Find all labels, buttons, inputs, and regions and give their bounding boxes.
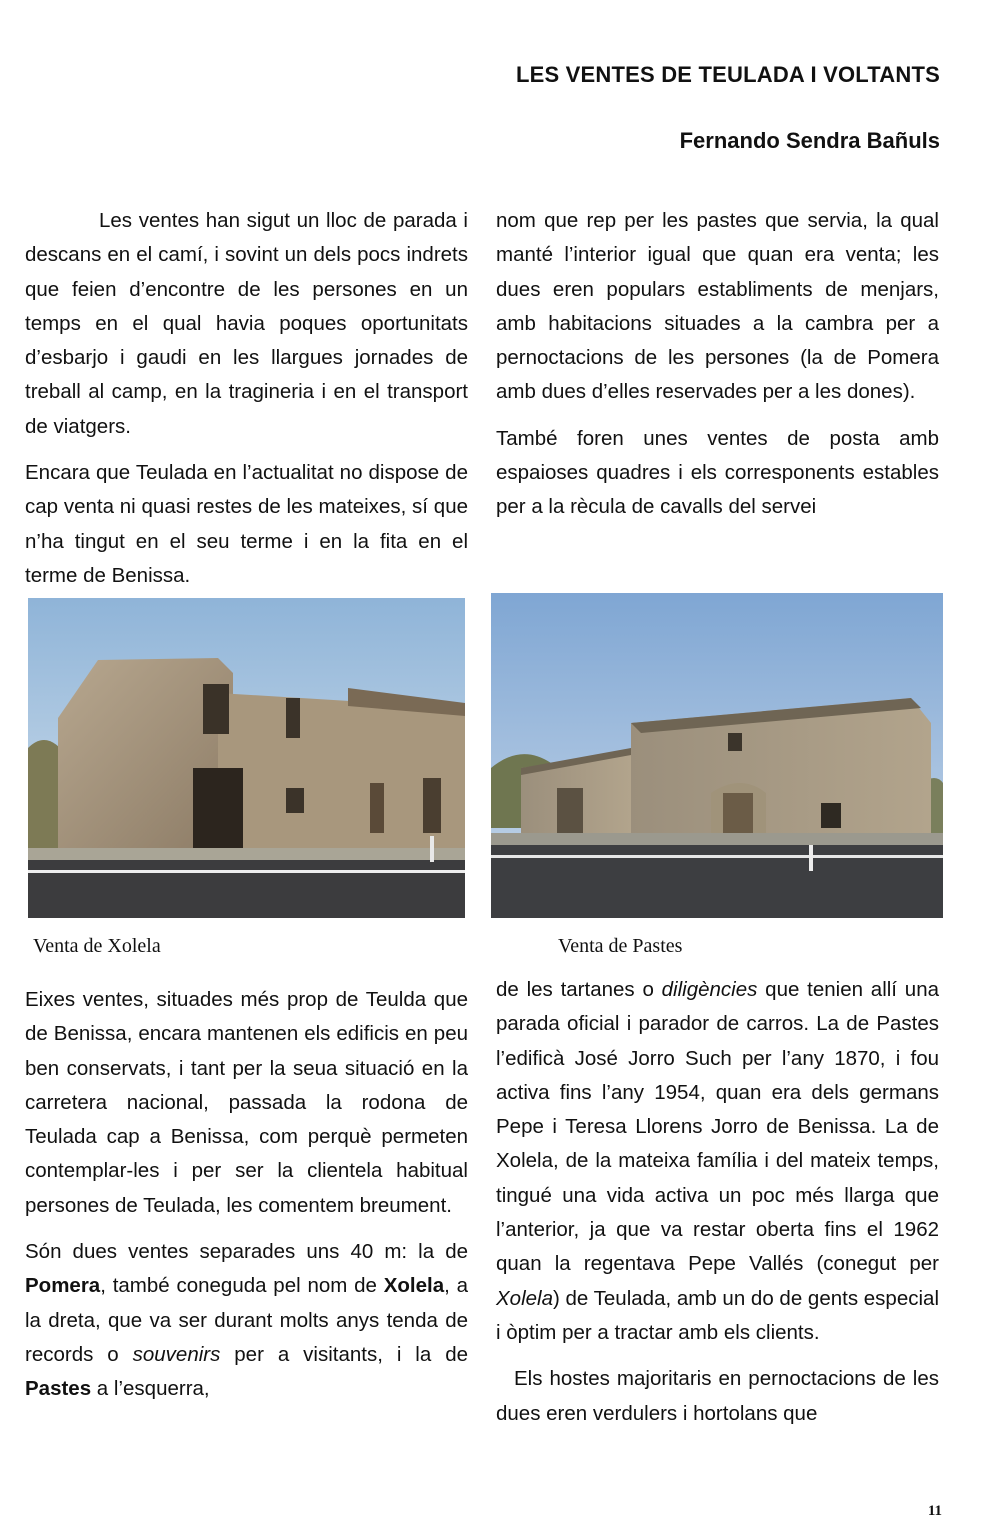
article-author: Fernando Sendra Bañuls [679,128,940,153]
paragraph-teulada: Encara que Teulada en l’actualitat no dispose de cap venta ni quasi restes de les mateixes, sí que n’ha tingut en el seu terme i en la fita en el terme de Benissa. [25,461,468,587]
article-title: LES VENTES DE TEULADA I VOLTANTS [515,62,940,87]
text-run: ) de Teulada, amb un do de gents especial i òptim per a tractar amb els clients. [496,1286,939,1344]
italic-xolela: Xolela [496,1286,553,1310]
photo-venta-pastes [491,593,943,918]
paragraph-intro: Les ventes han sigut un lloc de parada i descans en el camí, i sovint un dels pocs indrets que feien d’encontre de les persones en un temps en el qual havia poques oportunitats d’esbarjo i gaudi en les llargues jornades de treball al camp, en la tragineria i en el transport de viatgers. [25,209,468,438]
text-run: de les tartanes o [496,978,662,1001]
photo-venta-xolela-image [28,598,465,918]
paragraph-two-ventes [25,1235,468,1406]
text-run: , també coneguda pel nom de [100,1274,384,1298]
column-right-top [496,204,939,537]
column-left-top [25,204,468,605]
page-number: 11 [927,1503,942,1519]
photo-venta-pastes-image [491,593,943,918]
paragraph-pastes-name: nom que rep per les pastes que servia, la qual manté l’interior igual que quan era venta; les dues eren populars establiments de menjars, amb habitacions situades a la cambra per a pernoctacions de les persones (la de Pomera amb dues d’elles reservades per a les dones). [496,209,939,404]
caption-venta-pastes: Venta de Pastes [558,935,683,957]
text-run: Són dues ventes separades uns 40 m: la de [25,1240,468,1264]
text-run: que tenien allí una parada oficial i parador de carros. La de Pastes l’edificà José Jorro Such per l’any 1870, i fou activa fins l’any 1954, quan era dels germans Pepe i Teresa Llorens Jorro de Benissa. La de Xolela, de la mateixa família i del mateix temps, tingué una vida activa un poc més llarga que l’anterior, ja que va restar oberta fins el 1962 quan la regentava Pepe Vallés (conegut per [496,978,939,1276]
paragraph-posta: També foren unes ventes de posta amb espaioses quadres i els corresponents estables per a la rècula de cavalls del servei [496,426,939,519]
bold-pastes: Pastes [25,1377,92,1401]
caption-venta-xolela: Venta de Xolela [33,935,161,957]
bold-pomera: Pomera [25,1274,101,1298]
column-right-bottom [496,973,939,1443]
italic-souvenirs: souvenirs [132,1342,221,1366]
bold-xolela: Xolela [383,1274,445,1298]
photo-venta-xolela [28,598,465,918]
text-run: a l’esquerra, [91,1377,210,1401]
paragraph-situation: Eixes ventes, situades més prop de Teulda que de Benissa, encara mantenen els edificis en peu ben conservats, i tant per la seua situació en la carretera nacional, passada la rodona de Teulada cap a Benissa, com perquè permeten contemplar-les i per ser la clientela habitual persones de Teulada, les comentem breument. [25,988,468,1217]
italic-diligencies: diligències [661,978,758,1001]
text-run: per a visitants, i la de [220,1342,468,1366]
paragraph-history [496,973,939,1350]
text-run: , a la dreta, que va ser durant molts anys tenda de records o [25,1274,468,1366]
column-left-bottom [25,983,468,1419]
paragraph-hostes: Els hostes majoritaris en pernoctacions de les dues eren verdulers i hortolans que [496,1367,939,1425]
